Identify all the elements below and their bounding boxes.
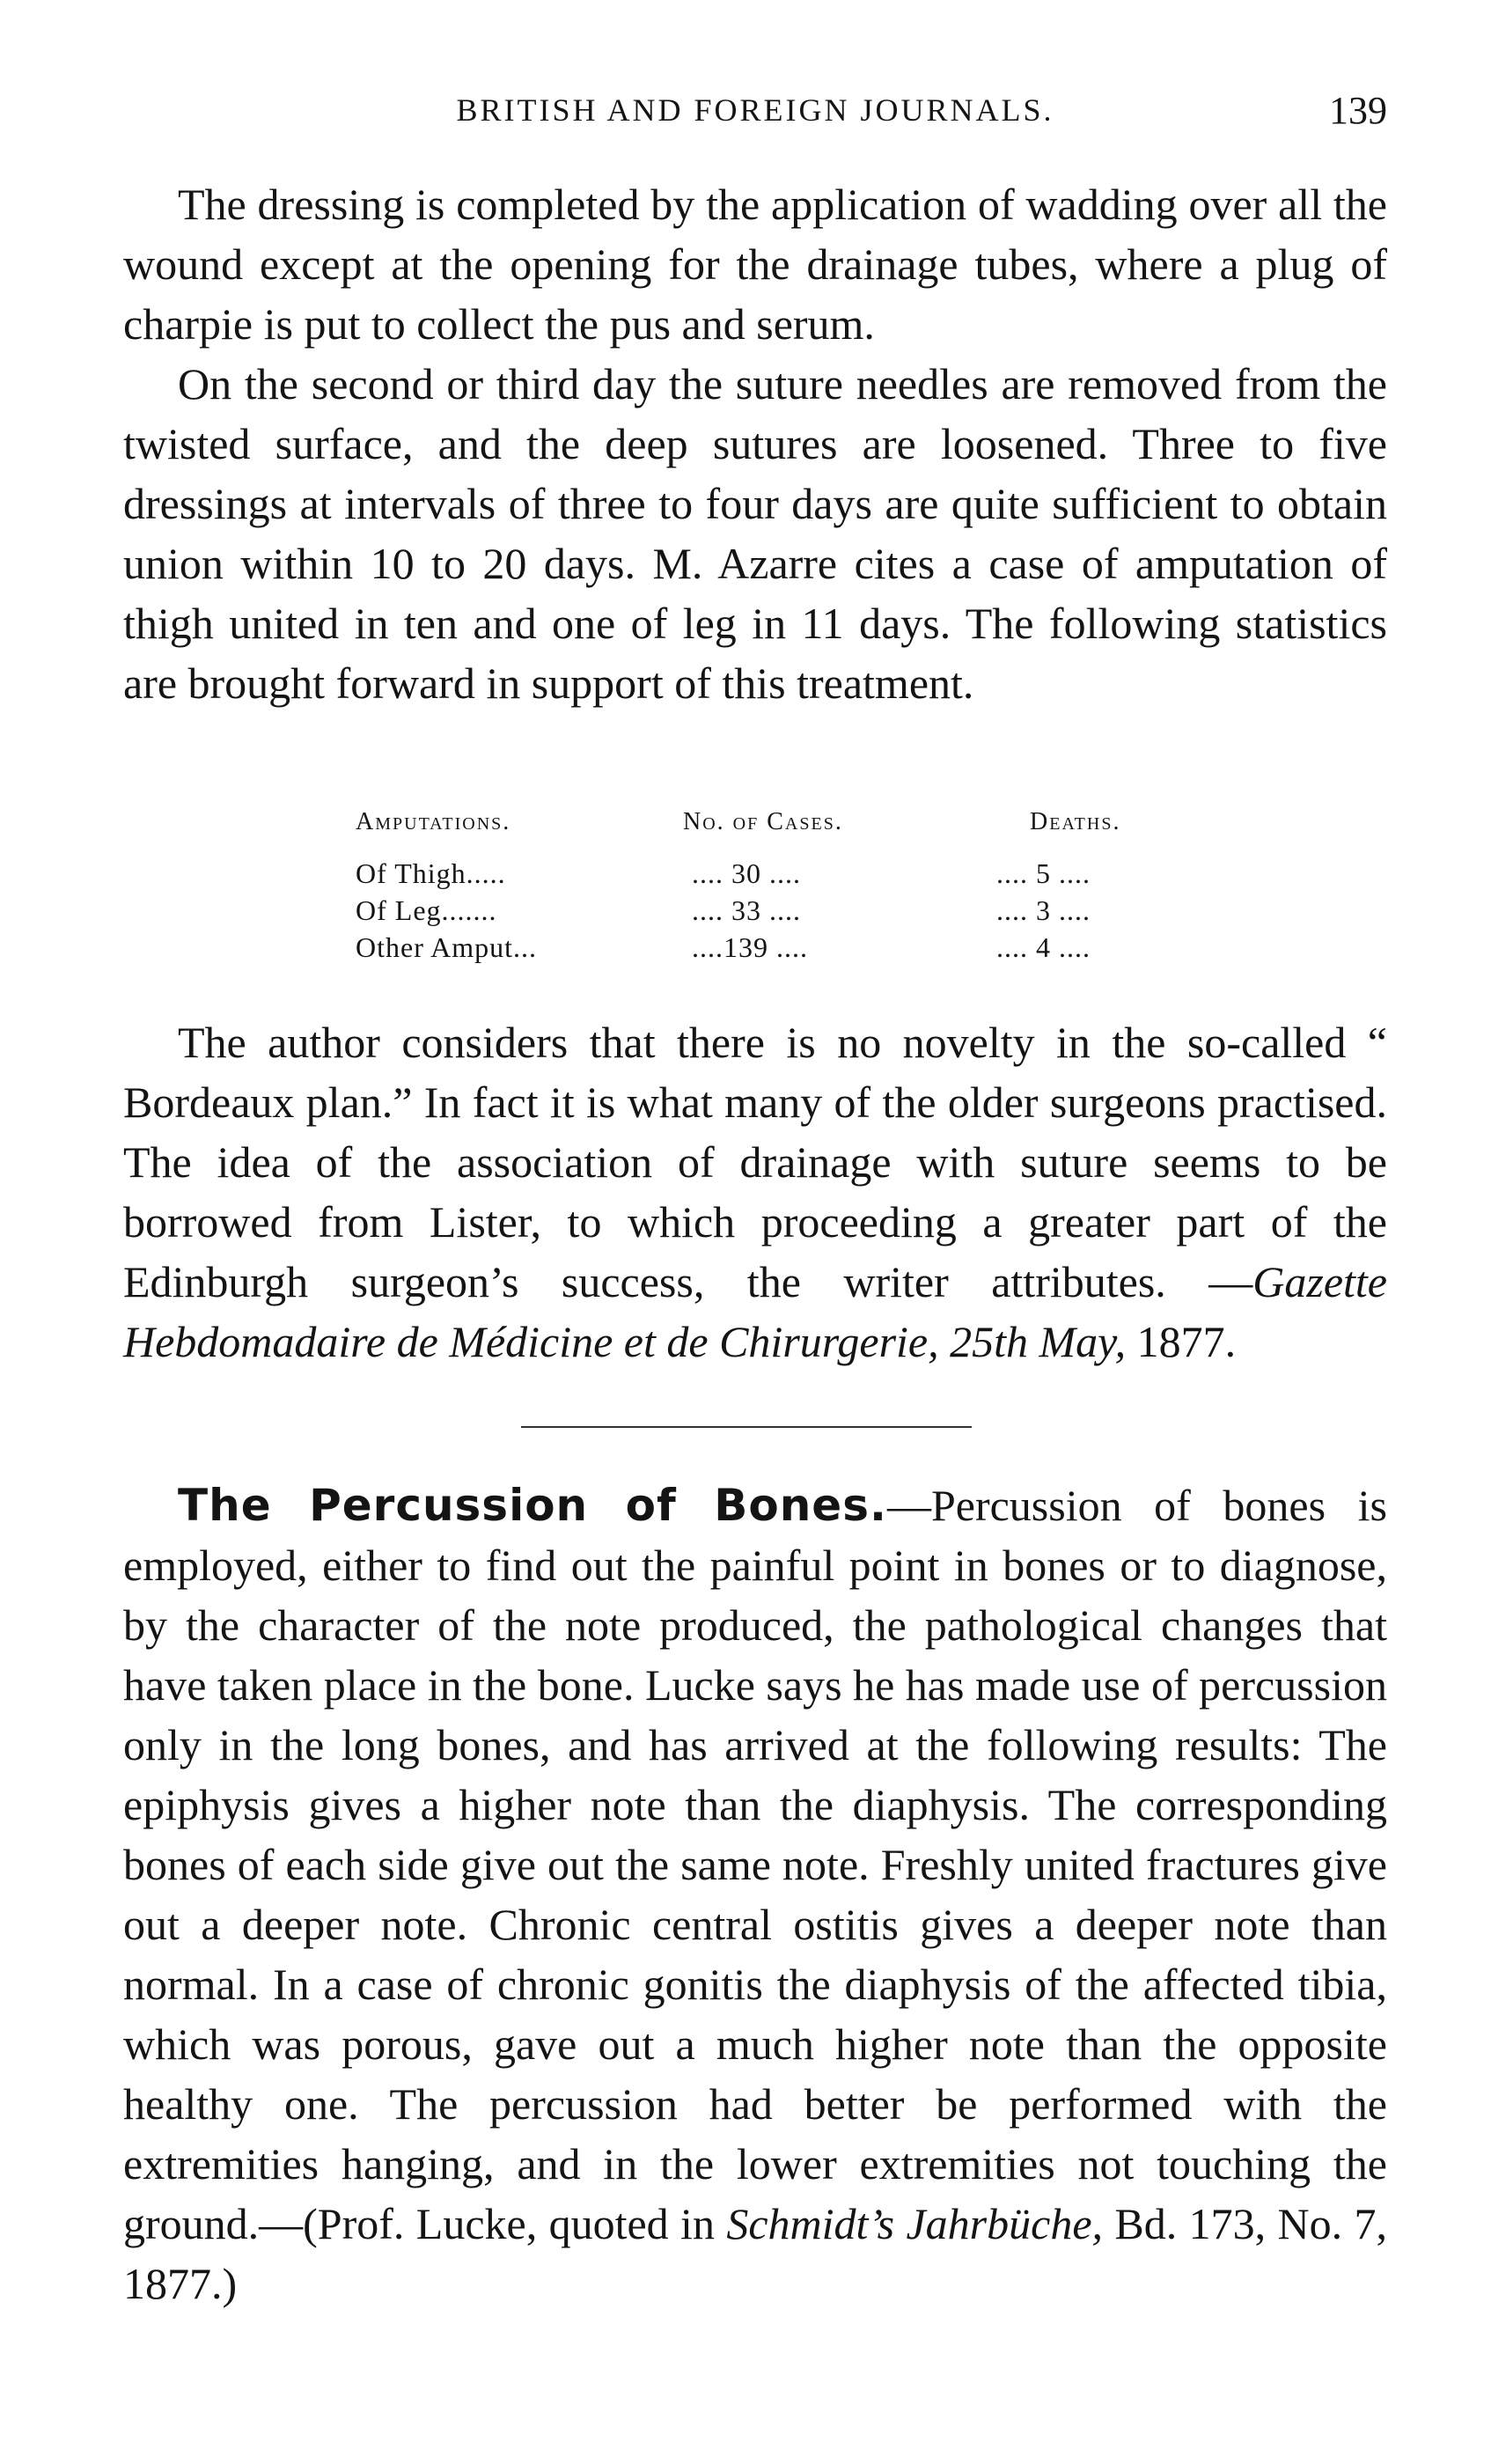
row-label: Of Thigh..... xyxy=(356,857,506,889)
paragraph-bordeaux xyxy=(123,1012,1387,1372)
amputation-statistics-table xyxy=(356,808,1236,968)
paragraph-text xyxy=(123,1475,1387,2313)
table-header-row xyxy=(356,808,1236,857)
paragraph-dressing xyxy=(123,174,1387,354)
table-row xyxy=(356,931,1236,968)
table-row xyxy=(356,894,1236,931)
header-deaths: Deaths. xyxy=(1030,808,1121,835)
row-label: Other Amput... xyxy=(356,931,537,963)
section-percussion-of-bones xyxy=(123,1475,1387,2313)
page-number: 139 xyxy=(1329,89,1387,132)
section-divider xyxy=(521,1426,972,1428)
row-cases: .... 30 .... xyxy=(692,857,801,889)
section-headline: The Percussion of Bones. xyxy=(178,1480,887,1531)
row-label: Of Leg....... xyxy=(356,894,497,926)
header-amputations: Amputations. xyxy=(356,808,511,835)
paragraph-body: The author considers that there is no novelty in the so-called “ Bordeaux plan.” In fact it is what many of the older surgeons practised. The idea of the association of drainage with suture seems to be borrowed from Lister, to which proceeding a greater part of the Edinburgh surgeon’s success, the writer attributes. — xyxy=(123,1018,1387,1306)
table-row xyxy=(356,857,1236,894)
header-cases: No. of Cases. xyxy=(683,808,843,835)
citation-jahrbuche: Schmidt’s Jahrbüche, xyxy=(726,2199,1104,2248)
row-cases: .... 33 .... xyxy=(692,894,801,926)
running-head-title: BRITISH AND FOREIGN JOURNALS. xyxy=(456,92,1054,128)
row-deaths: .... 4 .... xyxy=(996,931,1091,963)
paragraph-body: —Percussion of bones is employed, either to find out the painful point in bones or to diagnose, by the character of the note produced, the pathological changes that have taken place in the bone. Lucke says he has made use of percussion only in the long bones, and has arrived at the following results: The epiphysis gives a higher note than the diaphysis. The corresponding bones of each side give out the same note. Freshly united fractures give out a deeper note. Chronic central ostitis gives a deeper note than normal. In a case of chronic gonitis the diaphysis of the affected tibia, which was porous, gave out a much higher note than the opposite healthy one. The percussion had better be performed with the extremities hanging, and in the lower extremities not touching the ground.—(Prof. Lucke, quoted in xyxy=(123,1481,1387,2248)
row-deaths: .... 3 .... xyxy=(996,894,1091,926)
row-deaths: .... 5 .... xyxy=(996,857,1091,889)
paragraph-sutures xyxy=(123,354,1387,713)
paragraph-text: The dressing is completed by the application of wadding over all the wound except at the opening for the drainage tubes, where a plug of charpie is put to collect the pus and serum. xyxy=(123,180,1387,349)
row-cases: ....139 .... xyxy=(692,931,808,963)
paragraph-text xyxy=(123,1012,1387,1372)
citation-end: Bd. 173, No. 7, 1877.) xyxy=(123,2199,1387,2308)
running-head xyxy=(123,88,1387,141)
citation-gazette: Gazette Hebdomadaire de Médicine et de Chirurgerie, 25th May, xyxy=(123,1257,1387,1366)
paragraph-text: On the second or third day the suture needles are removed from the twisted surface, and the deep sutures are loosened. Three to five dressings at intervals of three to four days are quite sufficient to obtain union within 10 to 20 days. M. Azarre cites a case of amputation of thigh united in ten and one of leg in 11 days. The following statistics are brought forward in support of this treatment. xyxy=(123,359,1387,708)
citation-year: 1877. xyxy=(1126,1317,1237,1366)
